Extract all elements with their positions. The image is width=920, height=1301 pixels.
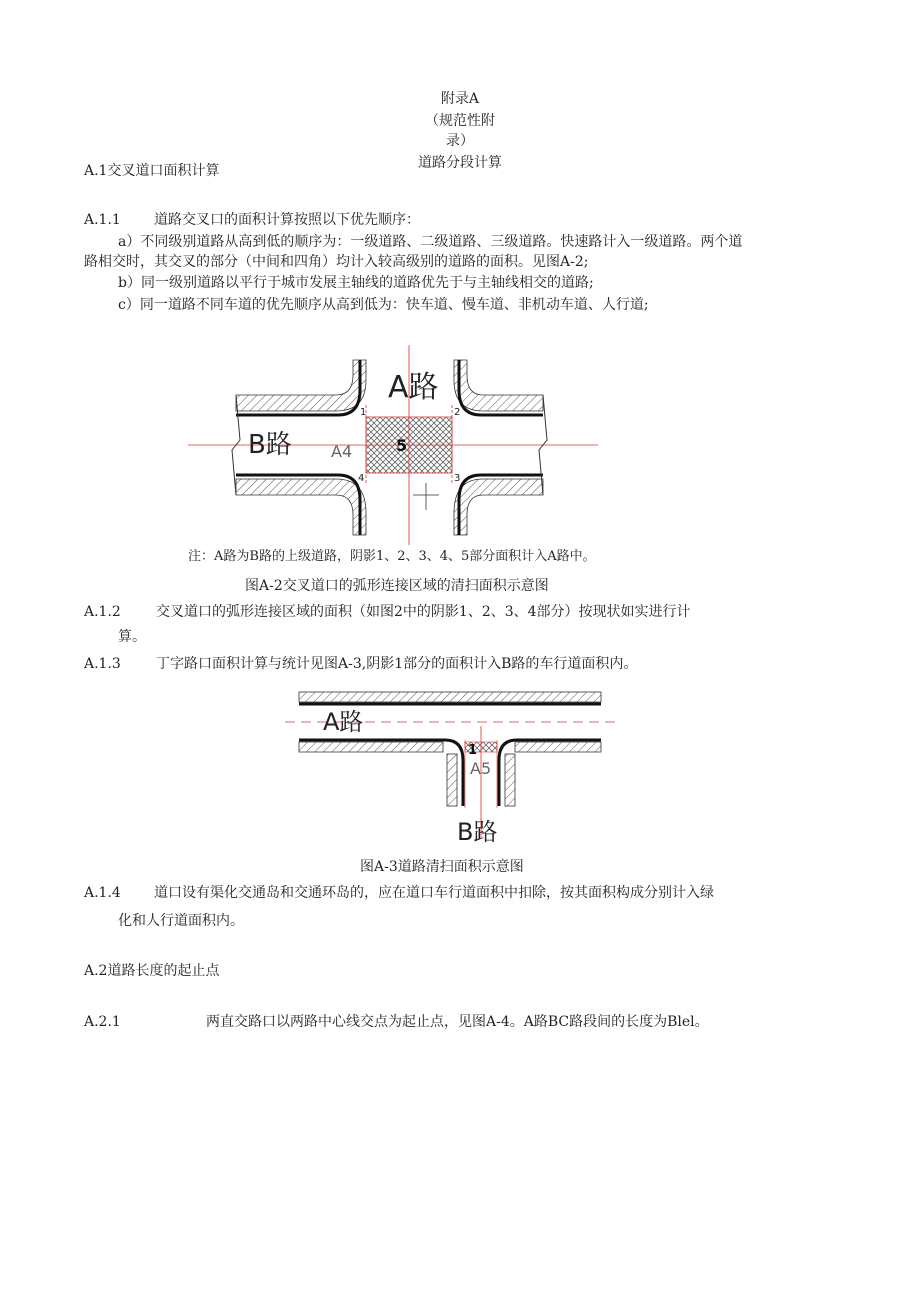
fig2-label-5: 5 [396, 436, 408, 455]
normative-label-2: 录） [446, 133, 474, 149]
fig2-label-3: 3 [454, 473, 461, 484]
clause-a114-line2: 化和人行道面积内。 [118, 913, 244, 929]
sidewalk-top-left [236, 360, 366, 411]
clause-a114-number: A.1.4 [84, 885, 121, 901]
clause-a112-line2: 算。 [118, 629, 146, 645]
fig3-label-1: 1 [468, 743, 478, 758]
clause-a112-line1: 交叉道口的弧形连接区域的面积（如图2中的阴影1、2、3、4部分）按现状如实进行计 [156, 604, 691, 620]
sidewalk-top-right [454, 360, 543, 411]
clause-a111-number: A.1.1 [84, 212, 121, 228]
figure-a2-caption: 图A-2交叉道口的弧形连接区域的清扫面积示意图 [245, 578, 549, 594]
t-junction-diagram [285, 688, 615, 848]
figure-a2-note: 注：A路为B路的上级道路，阴影1、2、3、4、5部分面积计入A路中。 [188, 549, 596, 564]
fig2-label-1: 1 [360, 407, 367, 418]
clause-a112-number: A.1.2 [84, 604, 121, 620]
crossroad-diagram [188, 345, 598, 545]
clause-a113-text: 丁字路口面积计算与统计见图A-3,阴影1部分的面积计入B路的车行道面积内。 [156, 656, 638, 672]
clause-a21-number: A.2.1 [84, 1014, 121, 1030]
clause-a111-text: 道路交叉口的面积计算按照以下优先顺序： [154, 212, 420, 228]
section-a1-heading: A.1交叉道口面积计算 [84, 163, 220, 179]
fig3-left-vertical-sidewalk [447, 754, 457, 806]
appendix-label: 附录A [440, 91, 480, 107]
fig3-bottom-right-sidewalk [515, 742, 601, 752]
sidewalk-bottom-right [454, 479, 543, 535]
fig3-road-b-label: B路 [457, 818, 498, 846]
sidewalk-bottom-left [236, 479, 366, 535]
item-a-line2: 路相交时，其交叉的部分（中间和四角）均计入较高级别的道路的面积。见图A-2; [84, 254, 589, 270]
figure-a3-caption: 图A-3道路清扫面积示意图 [360, 859, 524, 875]
fig2-label-4: 4 [358, 473, 365, 484]
clause-a114-line1: 道口设有渠化交通岛和交通环岛的，应在道口车行道面积中扣除，按其面积构成分别计入绿 [154, 885, 714, 901]
fig2-road-a-label: A路 [388, 370, 439, 405]
appendix-title: 道路分段计算 [418, 155, 502, 171]
fig2-label-2: 2 [454, 407, 461, 418]
fig2-label-a4: A4 [331, 442, 353, 461]
item-c: c）同一道路不同车道的优先顺序从高到低为：快车道、慢车道、非机动车道、人行道; [118, 297, 649, 313]
fig3-bottom-left-sidewalk [299, 742, 443, 752]
fig3-right-vertical-sidewalk [505, 754, 515, 806]
item-a-line1: a）不同级别道路从高到低的顺序为：一级道路、二级道路、三级道路。快速路计入一级道路。两个道 [118, 234, 743, 250]
fig3-label-a5: A5 [470, 759, 492, 778]
clause-a21-text: 两直交路口以两路中心线交点为起止点，见图A-4。A路BC路段间的长度为Blel。 [206, 1014, 709, 1030]
normative-label-1: （规范性附 [425, 113, 495, 129]
fig3-top-sidewalk [299, 692, 601, 702]
fig3-road-a-label: A路 [323, 708, 364, 736]
fig2-road-b-label: B路 [248, 430, 292, 460]
section-a2-heading: A.2道路长度的起止点 [84, 963, 220, 979]
item-b: b）同一级别道路以平行于城市发展主轴线的道路优先于与主轴线相交的道路; [118, 275, 594, 291]
clause-a113-number: A.1.3 [84, 656, 121, 672]
